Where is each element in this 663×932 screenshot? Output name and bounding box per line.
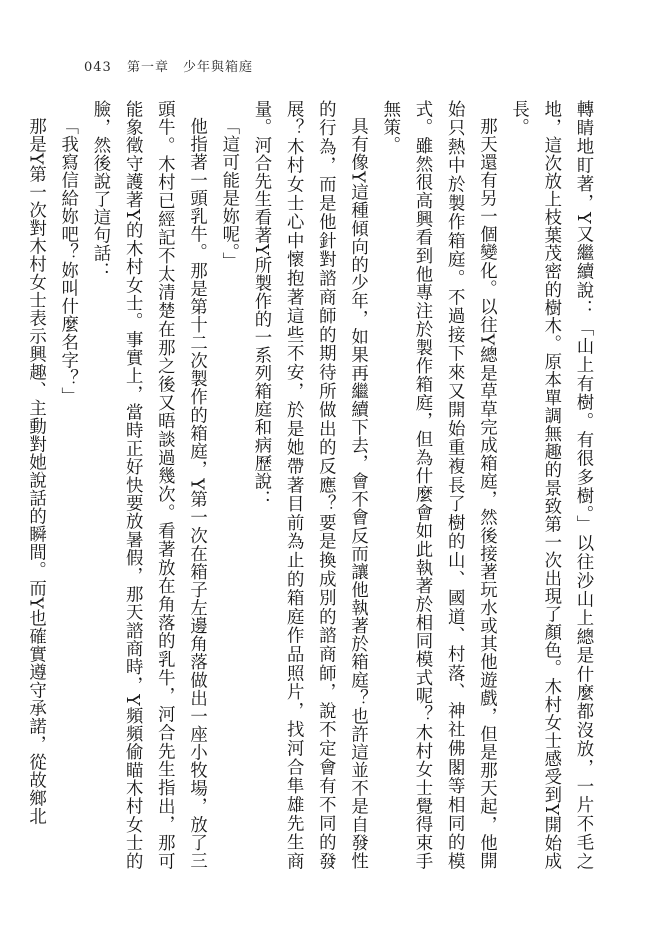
paragraph-5: 他指著一頭乳牛。那是第十二次製作的箱庭，Y第一次在箱子左邊角落做出一座小牧場，放了三頭牛。木村已經記不太清楚在那之後又晤談過幾次。看著放在角落的乳牛，河合先生指出，那可能象徵守護著Y的木村女士。事實上，當時正好快要放暑假，那天諮商時，Y頻頻偷瞄木村女士的臉，然後說了這句話： (89, 100, 207, 870)
chapter-title: 第一章 少年與箱庭 (126, 60, 253, 75)
paragraph-2: 那天還有另一個變化。以往Y總是草草完成箱庭，然後接著玩水或其他遊戲，但是那天起，他開始只熱中於製作箱庭。不過接下來又開始重複長了樹的山、國道、村落、神社佛閣等相同的模式。雖然很高興看到他專注於製作箱庭，但為什麼會如此執著於相同模式呢？木村女士覺得束手無策。 (379, 100, 497, 870)
page-number: 043 (84, 60, 112, 75)
paragraph-3: 具有像Y這種傾向的少年，如果再繼續下去，會不會反而讓他執著於箱庭？也許這並不是自發性的行為，而是他針對諮商師的期待所做出的反應？要是換成別的諮商師，說不定會有不同的發展？木村女士心中懷抱著這些不安，於是她帶著目前為止的箱庭作品照片，找河合隼雄先生商量。河合先生看著Y所製作的一系列箱庭和病歷說： (250, 100, 368, 870)
paragraph-1: 轉睛地盯著，Y又繼續說：「山上有樹。有很多樹。」以往沙山上總是什麼都沒放，一片不毛之地，這次放上枝葉茂密的樹木。原本單調無趣的景致第一次出現了顏色。木村女士感受到Y開始成長。 (508, 100, 593, 870)
running-header (84, 56, 253, 75)
paragraph-7: 那是Y第一次對木村女士表示興趣、主動對她說話的瞬間。而Y也確實遵守承諾，從故鄉北 (25, 117, 46, 826)
paragraph-6: 「我寫信給妳吧？妳叫什麼名字？」 (57, 117, 78, 406)
paragraph-4: 「這可能是妳呢。」 (218, 117, 239, 271)
vertical-body-text (19, 100, 599, 870)
